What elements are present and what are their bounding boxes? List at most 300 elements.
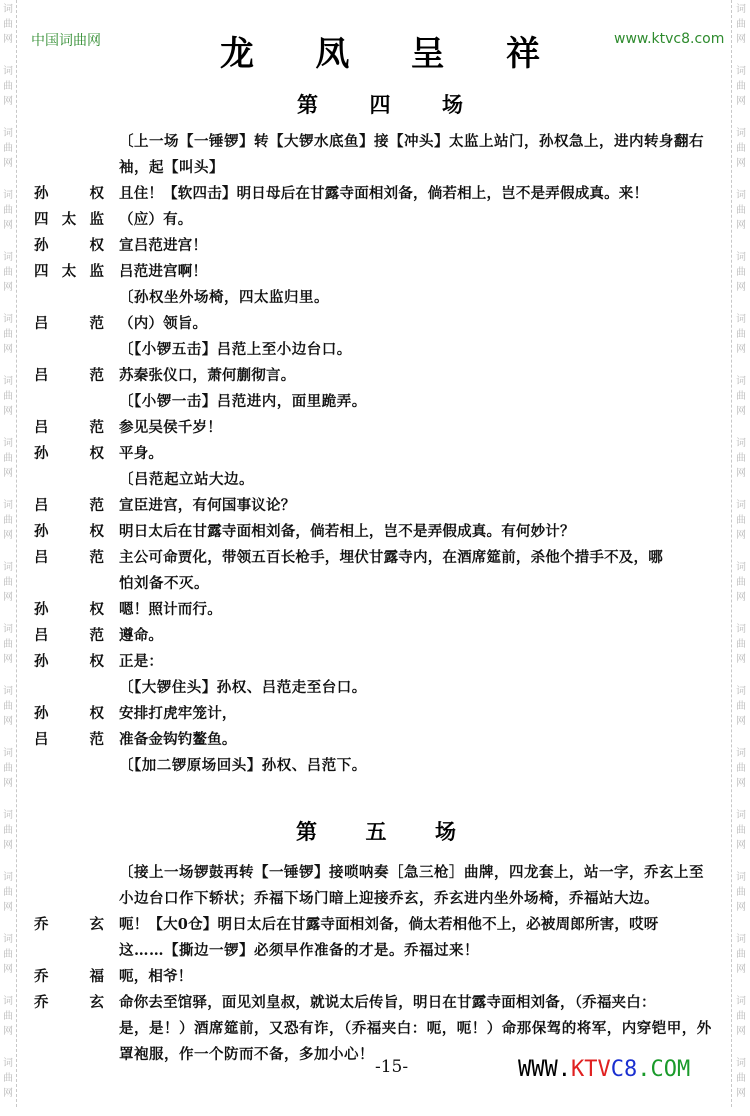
scene-heading-char: 场 — [442, 93, 463, 117]
speaker-name — [34, 129, 104, 155]
watermark-char: 词 — [736, 1058, 746, 1069]
dialogue-line — [34, 311, 724, 337]
watermark-char: 词 — [736, 128, 746, 139]
speaker-char: 监 — [89, 264, 104, 280]
watermark-char: 曲 — [3, 329, 13, 340]
watermark-char: 网 — [3, 530, 13, 541]
stage-direction — [34, 1016, 724, 1042]
watermark-char: 词 — [736, 314, 746, 325]
speaker-name — [34, 1042, 104, 1068]
site-url: www.ktvc8.com — [614, 31, 725, 47]
watermark-char: 词 — [3, 748, 13, 759]
watermark-char: 网 — [3, 96, 13, 107]
speaker-name — [34, 519, 104, 545]
speaker-name — [34, 545, 104, 571]
watermark-char: 曲 — [736, 1073, 746, 1084]
dialogue-line — [34, 441, 724, 467]
watermark-column-right — [734, 0, 748, 1116]
speaker-char: 权 — [89, 238, 104, 254]
speaker-char: 福 — [89, 969, 104, 985]
scene-heading-char: 场 — [435, 820, 456, 844]
dialogue-text: 且住！【软四击】明日母后在甘露寺面相刘备，倘若相上，岂不是弄假成真。来！ — [119, 185, 649, 202]
stage-direction — [34, 571, 724, 597]
speaker-name — [34, 181, 104, 207]
speaker-char: 范 — [89, 732, 104, 748]
watermark-char: 曲 — [3, 949, 13, 960]
watermark-char: 词 — [3, 1058, 13, 1069]
speaker-name — [34, 285, 104, 311]
watermark-char: 词 — [3, 872, 13, 883]
speaker-name — [34, 701, 104, 727]
watermark-char: 网 — [736, 406, 746, 417]
watermark-char: 曲 — [736, 515, 746, 526]
watermark-char: 网 — [736, 654, 746, 665]
watermark-char: 曲 — [736, 701, 746, 712]
title-char: 龙 — [220, 34, 254, 74]
speaker-char: 吕 — [34, 420, 49, 436]
watermark-group — [734, 620, 748, 682]
watermark-char: 词 — [736, 438, 746, 449]
speaker-char: 四 — [34, 212, 49, 228]
stage-direction-text: 袖，起【叫头】 — [119, 159, 224, 176]
watermark-char: 曲 — [3, 639, 13, 650]
scene-heading-char: 四 — [369, 93, 391, 117]
dialogue-text: （应）有。 — [119, 211, 193, 228]
dialogue-text: 命你去至馆驿，面见刘皇叔，就说太后传旨，明日在甘露寺面相刘备，（乔福夹白： — [119, 994, 656, 1011]
stage-direction-text: 这……【撕边一锣】必须早作准备的才是。乔福过来！ — [119, 942, 479, 959]
stage-direction-text: 〔【大锣住头】孙权、吕范走至台口。 — [119, 679, 367, 696]
dialogue-text: 苏秦张仪口，萧何蒯彻言。 — [119, 367, 296, 384]
speaker-name — [34, 912, 104, 938]
watermark-char: 词 — [3, 996, 13, 1007]
watermark-char: 网 — [736, 282, 746, 293]
watermark-group — [734, 496, 748, 558]
watermark-char: 曲 — [736, 887, 746, 898]
speaker-char: 权 — [89, 186, 104, 202]
stage-direction — [34, 129, 724, 155]
dialogue-text: 平身。 — [119, 445, 164, 462]
watermark-char: 曲 — [736, 391, 746, 402]
watermark-char: 词 — [736, 872, 746, 883]
watermark-char: 词 — [3, 314, 13, 325]
watermark-group — [734, 558, 748, 620]
stage-direction — [34, 285, 724, 311]
scene-4-heading — [297, 89, 463, 119]
watermark-char: 词 — [736, 934, 746, 945]
speaker-char: 太 — [61, 212, 77, 228]
speaker-char: 吕 — [34, 628, 49, 644]
watermark-char: 曲 — [3, 515, 13, 526]
speaker-name — [34, 207, 104, 233]
speaker-name — [34, 860, 104, 886]
watermark-group — [1, 0, 15, 62]
watermark-char: 曲 — [3, 391, 13, 402]
watermark-char: 曲 — [736, 19, 746, 30]
watermark-group — [1, 248, 15, 310]
speaker-char: 孙 — [34, 524, 49, 540]
watermark-group — [1, 310, 15, 372]
watermark-char: 网 — [3, 654, 13, 665]
dialogue-line — [34, 649, 724, 675]
speaker-name — [34, 441, 104, 467]
speaker-name — [34, 155, 104, 181]
dialogue-line — [34, 964, 724, 990]
watermark-char: 网 — [3, 592, 13, 603]
watermark-char: 词 — [736, 996, 746, 1007]
watermark-column-left — [1, 0, 15, 1116]
watermark-char: 词 — [3, 624, 13, 635]
site-name: 中国词曲网 — [31, 33, 101, 49]
watermark-char: 曲 — [3, 763, 13, 774]
watermark-group — [1, 868, 15, 930]
watermark-char: 网 — [736, 158, 746, 169]
speaker-name — [34, 675, 104, 701]
watermark-char: 词 — [736, 810, 746, 821]
stage-direction-text: 小边台口作下轿状；乔福下场门暗上迎接乔玄，乔玄进内坐外场椅，乔福站大边。 — [119, 890, 659, 907]
stage-direction — [34, 938, 724, 964]
dialogue-line — [34, 493, 724, 519]
dialogue-text: 宣吕范进宫！ — [119, 237, 208, 254]
speaker-char: 吕 — [34, 368, 49, 384]
speaker-char: 玄 — [89, 917, 104, 933]
watermark-group — [734, 434, 748, 496]
watermark-char: 词 — [736, 748, 746, 759]
watermark-char: 曲 — [3, 577, 13, 588]
dashed-margin-left — [16, 0, 17, 1107]
speaker-char: 吕 — [34, 732, 49, 748]
stage-direction-text: 是，是！）酒席筵前，又恐有诈，（乔福夹白：呃，呃！）命那保驾的将军，内穿铠甲，外 — [119, 1020, 712, 1037]
speaker-char: 孙 — [34, 602, 49, 618]
speaker-char: 乔 — [34, 917, 49, 933]
speaker-name — [34, 727, 104, 753]
watermark-group — [734, 124, 748, 186]
speaker-name — [34, 964, 104, 990]
stage-direction — [34, 675, 724, 701]
speaker-char: 范 — [89, 316, 104, 332]
watermark-char: 词 — [3, 4, 13, 15]
watermark-char: 网 — [3, 716, 13, 727]
watermark-char: 曲 — [736, 763, 746, 774]
speaker-char: 权 — [89, 446, 104, 462]
stage-direction — [34, 886, 724, 912]
speaker-char: 范 — [89, 368, 104, 384]
watermark-group — [734, 62, 748, 124]
speaker-name — [34, 415, 104, 441]
watermark-char: 网 — [3, 468, 13, 479]
watermark-char: 词 — [736, 562, 746, 573]
dialogue-line — [34, 519, 724, 545]
watermark-char: 网 — [736, 96, 746, 107]
watermark-char: 网 — [736, 840, 746, 851]
watermark-char: 曲 — [736, 81, 746, 92]
watermark-char: 曲 — [3, 205, 13, 216]
speaker-char: 范 — [89, 628, 104, 644]
watermark-char: 曲 — [3, 19, 13, 30]
stage-direction — [34, 753, 724, 779]
dialogue-line — [34, 597, 724, 623]
watermark-group — [734, 992, 748, 1054]
watermark-group — [1, 372, 15, 434]
watermark-group — [1, 434, 15, 496]
watermark-group — [1, 496, 15, 558]
dialogue-text: 安排打虎牢笼计， — [119, 705, 237, 722]
stage-direction-text: 〔【小锣五击】吕范上至小边台口。 — [119, 341, 352, 358]
watermark-char: 网 — [3, 220, 13, 231]
dialogue-text: 正是： — [119, 653, 164, 670]
speaker-name — [34, 311, 104, 337]
watermark-char: 曲 — [736, 267, 746, 278]
watermark-group — [734, 0, 748, 62]
dialogue-text: 吕范进宫啊！ — [119, 263, 208, 280]
watermark-char: 曲 — [3, 1073, 13, 1084]
watermark-group — [734, 186, 748, 248]
speaker-char: 范 — [89, 498, 104, 514]
watermark-char: 曲 — [3, 267, 13, 278]
dialogue-text: （内）领旨。 — [119, 315, 208, 332]
speaker-name — [34, 467, 104, 493]
speaker-name — [34, 753, 104, 779]
logo-c8: C8 — [610, 1057, 638, 1082]
watermark-char: 曲 — [3, 143, 13, 154]
watermark-char: 词 — [3, 190, 13, 201]
watermark-group — [1, 62, 15, 124]
dialogue-line — [34, 545, 724, 571]
watermark-char: 曲 — [3, 825, 13, 836]
speaker-char: 孙 — [34, 446, 49, 462]
dialogue-text: 宣臣进宫，有何国事议论？ — [119, 497, 296, 514]
speaker-char: 吕 — [34, 316, 49, 332]
stage-direction — [34, 467, 724, 493]
speaker-char: 乔 — [34, 995, 49, 1011]
speaker-char: 乔 — [34, 969, 49, 985]
watermark-group — [734, 682, 748, 744]
speaker-name — [34, 571, 104, 597]
speaker-name — [34, 493, 104, 519]
watermark-group — [734, 930, 748, 992]
watermark-char: 曲 — [736, 949, 746, 960]
watermark-group — [734, 248, 748, 310]
speaker-name — [34, 389, 104, 415]
watermark-group — [734, 372, 748, 434]
watermark-char: 网 — [736, 778, 746, 789]
watermark-char: 曲 — [736, 1011, 746, 1022]
watermark-char: 曲 — [3, 453, 13, 464]
watermark-group — [1, 744, 15, 806]
page-number: -15- — [375, 1057, 409, 1077]
watermark-group — [734, 310, 748, 372]
watermark-char: 网 — [736, 902, 746, 913]
watermark-char: 词 — [3, 686, 13, 697]
speaker-name — [34, 990, 104, 1016]
speaker-name — [34, 938, 104, 964]
speaker-char: 吕 — [34, 498, 49, 514]
watermark-char: 曲 — [736, 639, 746, 650]
watermark-char: 词 — [3, 934, 13, 945]
watermark-char: 网 — [736, 1026, 746, 1037]
watermark-group — [1, 992, 15, 1054]
dialogue-line — [34, 233, 724, 259]
scene-heading-char: 第 — [296, 820, 317, 844]
watermark-group — [1, 930, 15, 992]
watermark-group — [1, 558, 15, 620]
watermark-group — [734, 744, 748, 806]
watermark-char: 词 — [736, 252, 746, 263]
watermark-char: 词 — [3, 66, 13, 77]
watermark-char: 词 — [736, 376, 746, 387]
stage-direction-text: 〔【加二锣原场回头】孙权、吕范下。 — [119, 757, 367, 774]
watermark-char: 网 — [736, 964, 746, 975]
dialogue-line — [34, 181, 724, 207]
logo-prefix: WWW. — [518, 1057, 571, 1082]
speaker-name — [34, 363, 104, 389]
watermark-char: 词 — [3, 562, 13, 573]
dialogue-line — [34, 207, 724, 233]
watermark-char: 曲 — [3, 81, 13, 92]
speaker-char: 权 — [89, 706, 104, 722]
stage-direction-text: 〔上一场【一锤锣】转【大锣水底鱼】接【冲头】太监上站门，孙权急上，进内转身翻右 — [119, 133, 704, 150]
speaker-char: 孙 — [34, 238, 49, 254]
watermark-char: 网 — [3, 1088, 13, 1099]
speaker-char: 范 — [89, 420, 104, 436]
title-char: 呈 — [410, 34, 445, 74]
speaker-char: 范 — [89, 550, 104, 566]
speaker-name — [34, 233, 104, 259]
watermark-char: 词 — [3, 438, 13, 449]
watermark-char: 网 — [3, 406, 13, 417]
dialogue-line — [34, 259, 724, 285]
watermark-group — [1, 186, 15, 248]
site-logo — [518, 1057, 690, 1082]
dialogue-line — [34, 623, 724, 649]
watermark-char: 词 — [736, 4, 746, 15]
speaker-char: 孙 — [34, 654, 49, 670]
dialogue-line — [34, 727, 724, 753]
stage-direction-text: 罩袍服，作一个防而不备，多加小心！ — [119, 1046, 374, 1063]
watermark-char: 网 — [3, 778, 13, 789]
speaker-char: 吕 — [34, 550, 49, 566]
watermark-char: 词 — [3, 252, 13, 263]
document-title — [220, 26, 540, 75]
scene-heading-char: 第 — [297, 93, 318, 117]
watermark-char: 网 — [736, 34, 746, 45]
watermark-char: 网 — [3, 964, 13, 975]
logo-suffix: .COM — [637, 1057, 691, 1082]
dialogue-text: 呃，相爷！ — [119, 968, 193, 985]
scene-heading-char: 五 — [365, 820, 387, 844]
speaker-name — [34, 623, 104, 649]
speaker-char: 孙 — [34, 186, 49, 202]
watermark-char: 曲 — [736, 143, 746, 154]
watermark-char: 曲 — [3, 887, 13, 898]
watermark-char: 词 — [3, 810, 13, 821]
watermark-char: 词 — [736, 66, 746, 77]
watermark-char: 曲 — [736, 825, 746, 836]
speaker-char: 四 — [34, 264, 49, 280]
dialogue-line — [34, 701, 724, 727]
watermark-char: 网 — [3, 282, 13, 293]
watermark-group — [734, 806, 748, 868]
speaker-char: 玄 — [89, 995, 104, 1011]
speaker-name — [34, 649, 104, 675]
watermark-char: 词 — [3, 376, 13, 387]
stage-direction-text: 〔接上一场锣鼓再转【一锤锣】接唢呐奏［急三枪］曲牌，四龙套上，站一字，乔玄上至 — [119, 864, 704, 881]
watermark-char: 词 — [3, 500, 13, 511]
speaker-name — [34, 597, 104, 623]
speaker-char: 监 — [89, 212, 104, 228]
speaker-char: 权 — [89, 602, 104, 618]
dialogue-text: 遵命。 — [119, 627, 164, 644]
watermark-char: 网 — [3, 344, 13, 355]
speaker-char: 孙 — [34, 706, 49, 722]
watermark-group — [1, 124, 15, 186]
dashed-margin-right — [731, 0, 732, 1107]
watermark-char: 曲 — [3, 1011, 13, 1022]
watermark-char: 网 — [736, 220, 746, 231]
speaker-name — [34, 259, 104, 285]
watermark-char: 网 — [736, 1088, 746, 1099]
watermark-char: 网 — [736, 716, 746, 727]
title-char: 凤 — [315, 34, 350, 74]
logo-ktv: KTV — [570, 1057, 611, 1082]
dialogue-text: 嗯！照计而行。 — [119, 601, 222, 618]
watermark-char: 网 — [3, 902, 13, 913]
watermark-char: 词 — [3, 128, 13, 139]
stage-direction-text: 〔【小锣一击】吕范进内，面里跪弄。 — [119, 393, 367, 410]
watermark-char: 词 — [736, 686, 746, 697]
scene-5-script — [34, 860, 724, 1068]
stage-direction — [34, 155, 724, 181]
stage-direction — [34, 860, 724, 886]
dialogue-line — [34, 990, 724, 1016]
speaker-char: 太 — [61, 264, 77, 280]
watermark-char: 网 — [736, 468, 746, 479]
dialogue-text: 明日太后在甘露寺面相刘备，倘若相上，岂不是弄假成真。有何妙计？ — [119, 523, 575, 540]
dialogue-line — [34, 363, 724, 389]
watermark-char: 网 — [3, 34, 13, 45]
dialogue-text: 参见吴侯千岁！ — [119, 419, 222, 436]
watermark-group — [1, 806, 15, 868]
stage-direction — [34, 389, 724, 415]
watermark-char: 曲 — [3, 701, 13, 712]
speaker-name — [34, 337, 104, 363]
dialogue-text: 主公可命贾化，带领五百长枪手，埋伏甘露寺内，在酒席筵前，杀他个措手不及，哪 — [119, 549, 663, 566]
watermark-char: 词 — [736, 500, 746, 511]
watermark-char: 网 — [736, 344, 746, 355]
stage-direction-text: 〔孙权坐外场椅，四太监归里。 — [119, 289, 329, 306]
title-char: 祥 — [505, 34, 540, 74]
dialogue-line — [34, 912, 724, 938]
watermark-char: 词 — [736, 190, 746, 201]
dialogue-text: 呃！【大0仓】明日太后在甘露寺面相刘备，倘太若相他不上，必被周郎所害，哎呀 — [119, 916, 659, 933]
scene-4-script — [34, 129, 724, 779]
watermark-group — [1, 620, 15, 682]
dialogue-line — [34, 415, 724, 441]
watermark-char: 网 — [736, 530, 746, 541]
watermark-group — [1, 682, 15, 744]
speaker-char: 权 — [89, 654, 104, 670]
stage-direction — [34, 337, 724, 363]
watermark-char: 曲 — [736, 329, 746, 340]
speaker-name — [34, 1016, 104, 1042]
watermark-char: 曲 — [736, 453, 746, 464]
watermark-group — [734, 868, 748, 930]
speaker-char: 权 — [89, 524, 104, 540]
watermark-char: 曲 — [736, 577, 746, 588]
watermark-char: 网 — [3, 158, 13, 169]
stage-direction-text: 怕刘备不灭。 — [119, 575, 209, 592]
watermark-char: 网 — [3, 1026, 13, 1037]
watermark-char: 词 — [736, 624, 746, 635]
